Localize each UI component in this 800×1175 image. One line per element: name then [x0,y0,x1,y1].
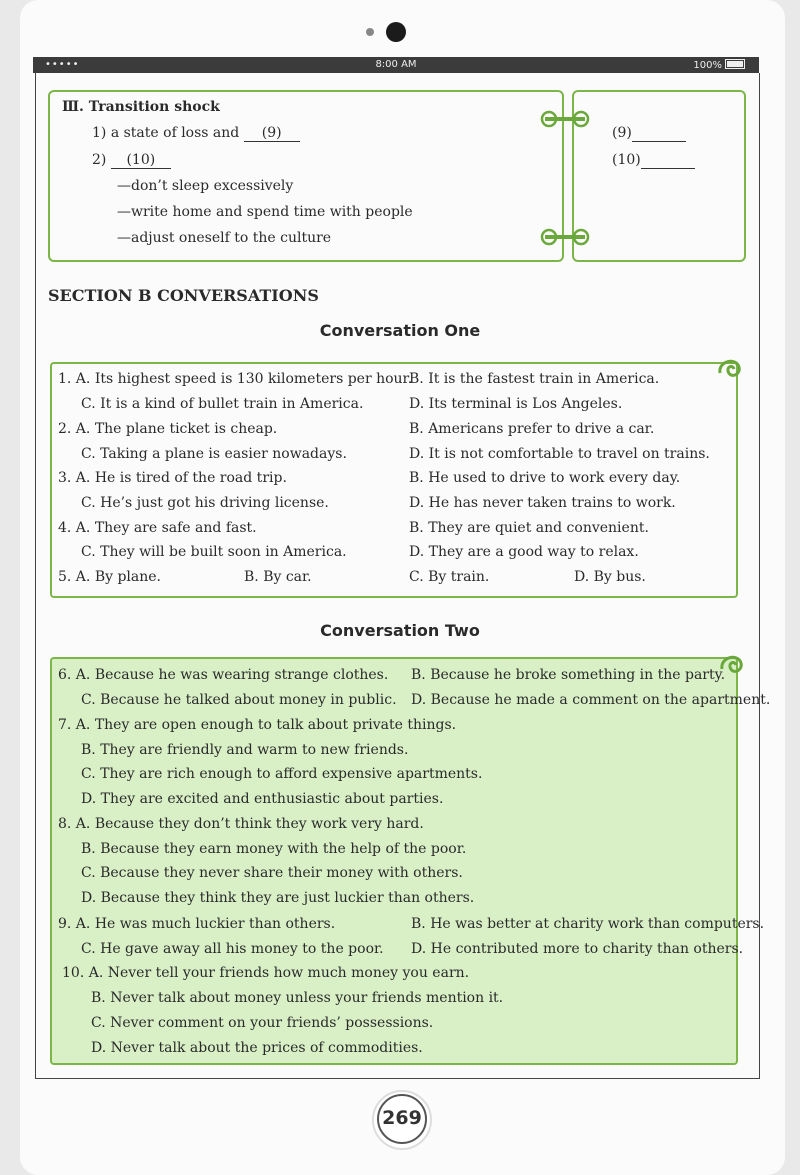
q8-option-d: D. Because they think they are just luckier than others. [81,890,475,906]
q5-option-b: B. By car. [244,569,312,585]
q9-option-b: B. He was better at charity work than computers. [411,916,765,932]
blank-10: (10) [111,152,171,169]
battery-icon [725,59,745,69]
q1-option-d: D. Its terminal is Los Angeles. [409,396,623,412]
q2-option-d: D. It is not comfortable to travel on trains. [409,446,710,462]
transition-item-2 [92,152,171,169]
q7-option-d: D. They are excited and enthusiastic about parties. [81,791,444,807]
q10-option-c: C. Never comment on your friends’ possessions. [91,1015,434,1031]
tablet-camera [386,22,406,42]
answer-9 [612,125,686,142]
bullet-2: —write home and spend time with people [117,204,413,220]
item-2-text: 2) [92,152,107,168]
q8-option-a: 8. A. Because they don’t think they work very hard. [58,816,424,832]
q6-option-b: B. Because he broke something in the party. [411,667,726,683]
q3-option-a: 3. A. He is tired of the road trip. [58,470,287,486]
answer-9-line[interactable] [632,125,686,142]
page-number: 269 [377,1094,427,1144]
conversation-one-title: Conversation One [319,321,481,340]
item-1-text: 1) a state of loss and [92,125,240,141]
answer-10-line[interactable] [641,152,695,169]
q2-option-a: 2. A. The plane ticket is cheap. [58,421,278,437]
answer-box [572,90,746,262]
q1-option-a: 1. A. Its highest speed is 130 kilometers per hour. [58,371,413,387]
tablet-sensor [366,28,374,36]
q7-option-a: 7. A. They are open enough to talk about private things. [58,717,457,733]
q2-option-b: B. Americans prefer to drive a car. [409,421,655,437]
q4-option-b: B. They are quiet and convenient. [409,520,649,536]
q8-option-c: C. Because they never share their money with others. [81,865,463,881]
bullet-1: —don’t sleep excessively [117,178,294,194]
q10-option-b: B. Never talk about money unless your friends mention it. [91,990,504,1006]
answer-10 [612,152,695,169]
signal-icon: ••••• [45,59,80,70]
q4-option-d: D. They are a good way to relax. [409,544,639,560]
bullet-3: —adjust oneself to the culture [117,230,332,246]
q10-option-d: D. Never talk about the prices of commodities. [91,1040,423,1056]
q5-option-d: D. By bus. [574,569,646,585]
binder-ring-icon [540,110,590,128]
q1-option-b: B. It is the fastest train in America. [409,371,660,387]
q9-option-a: 9. A. He was much luckier than others. [58,916,336,932]
q6-option-d: D. Because he made a comment on the apartment. [411,692,771,708]
q6-option-c: C. Because he talked about money in public. [81,692,397,708]
q10-option-a: 10. A. Never tell your friends how much money you earn. [62,965,470,981]
blank-9: (9) [244,125,300,142]
q3-option-d: D. He has never taken trains to work. [409,495,676,511]
q9-option-c: C. He gave away all his money to the poor. [81,941,384,957]
q7-option-c: C. They are rich enough to afford expensive apartments. [81,766,483,782]
section-title: SECTION B CONVERSATIONS [48,286,319,305]
conversation-two-title: Conversation Two [320,621,480,640]
transition-item-1 [92,125,300,142]
q4-option-a: 4. A. They are safe and fast. [58,520,257,536]
q3-option-b: B. He used to drive to work every day. [409,470,681,486]
q4-option-c: C. They will be built soon in America. [81,544,347,560]
q8-option-b: B. Because they earn money with the help of the poor. [81,841,467,857]
q2-option-c: C. Taking a plane is easier nowadays. [81,446,347,462]
q5-option-a: 5. A. By plane. [58,569,162,585]
answer-10-label: (10) [612,152,641,168]
q3-option-c: C. He’s just got his driving license. [81,495,329,511]
battery-percent: 100% [693,60,722,71]
answer-9-label: (9) [612,125,632,141]
q6-option-a: 6. A. Because he was wearing strange clothes. [58,667,389,683]
q1-option-c: C. It is a kind of bullet train in America. [81,396,364,412]
q9-option-d: D. He contributed more to charity than others. [411,941,744,957]
status-time: 8:00 AM [375,59,417,70]
status-bar [33,57,759,73]
binder-ring-icon [540,228,590,246]
transition-heading: Ⅲ. Transition shock [62,99,220,115]
q7-option-b: B. They are friendly and warm to new friends. [81,742,409,758]
page-curl-icon [714,355,744,383]
battery-status [693,59,745,71]
q5-option-c: C. By train. [409,569,490,585]
